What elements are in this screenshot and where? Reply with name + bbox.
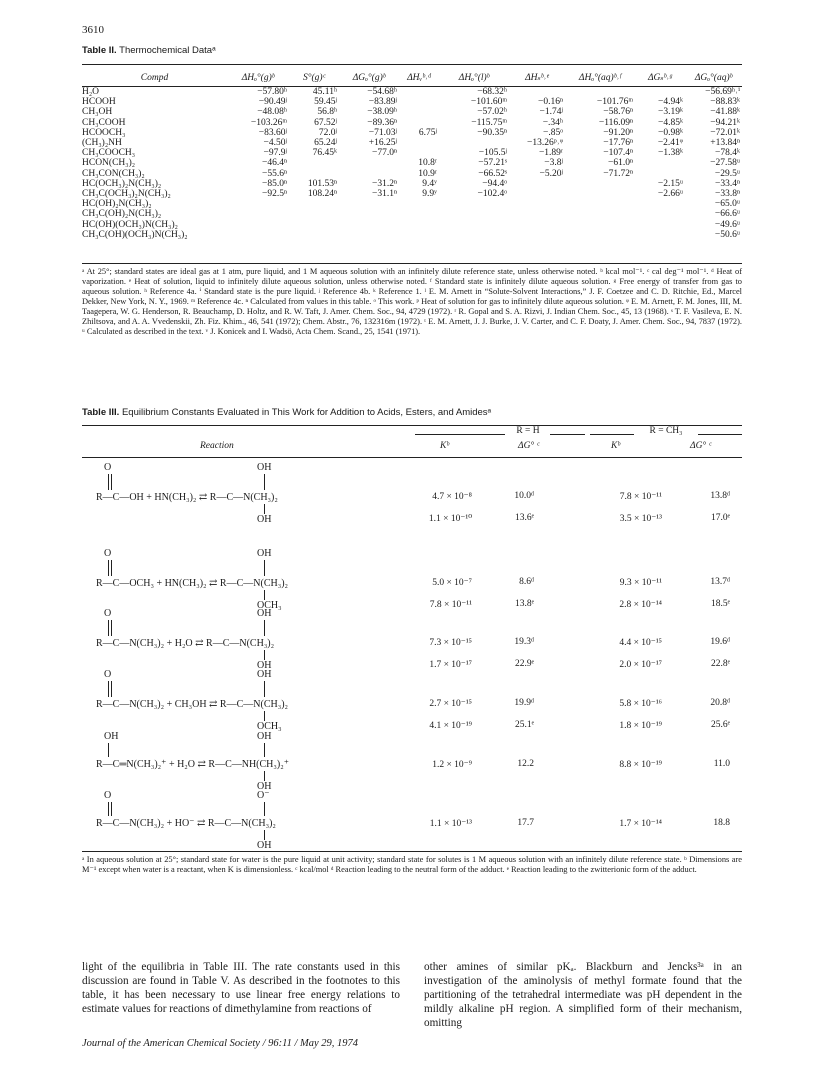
table2-cell: +16.25ʲ	[368, 138, 397, 149]
reaction-equation: R—C—OH + HN(CH₃)₂ ⇄ R—C—N(CH₃)₂	[96, 492, 278, 503]
col-k-m: Kᵇ	[611, 441, 620, 451]
k-value-r-h: 1.7 × 10⁻¹⁷	[429, 660, 472, 670]
dg-value-r-h: 10.0ᵈ	[514, 491, 534, 501]
table2-cell	[339, 199, 399, 209]
compound-name: H₂O	[82, 87, 100, 97]
table2-cell	[399, 230, 439, 240]
table2-cell: 65.24ʲ	[314, 138, 337, 149]
table2-cell	[399, 87, 439, 97]
reaction-equation: R—C—OCH₃ + HN(CH₃)₂ ⇄ R—C—N(CH₃)₂	[96, 578, 289, 589]
dg-value-r-h: 8.6ᵈ	[519, 577, 534, 587]
table2-cell: +13.84ⁿ	[710, 138, 740, 149]
table2-cell: −4.50ʲ	[263, 138, 287, 149]
reactant-top-substituent: O	[104, 462, 112, 473]
k-value-r-h: 7.3 × 10⁻¹⁵	[429, 638, 472, 648]
table2-cell	[399, 107, 439, 117]
adduct-top-substituent: OH	[257, 669, 272, 680]
table2-cell: 72.0ʲ	[318, 127, 337, 138]
table2-cell: −65.0ᵘ	[714, 199, 740, 210]
table2-cell: 101.53ⁿ	[307, 178, 337, 189]
table2-cell: −97.9ʲ	[263, 148, 287, 159]
table2-cell: −2.66ᵘ	[657, 189, 683, 200]
table2-cell: −.85ᵒ	[543, 127, 563, 138]
table2-cell: −27.58ᵘ	[710, 158, 740, 169]
adduct-top-substituent: O⁻	[257, 790, 270, 801]
table2-cell	[227, 230, 289, 240]
table2-cell: −90.35ⁿ	[477, 127, 507, 138]
dg-value-r-ch3: 17.0ᵉ	[710, 513, 730, 523]
table2-cell: −49.6ᵘ	[714, 219, 740, 230]
table2-cell	[227, 209, 289, 219]
table2-cell	[509, 220, 565, 230]
table2-row	[82, 199, 742, 209]
table2-row	[82, 189, 742, 199]
table2-cell	[565, 87, 635, 97]
k-value-r-ch3: 7.8 × 10⁻¹¹	[619, 492, 662, 502]
k-value-r-h: 7.8 × 10⁻¹¹	[429, 600, 472, 610]
reactant-top-substituent: O	[104, 608, 112, 619]
table2-cell: −57.02ʰ	[477, 107, 507, 118]
adduct-bottom-substituent: OCH₃	[257, 721, 282, 732]
k-value-r-ch3: 4.4 × 10⁻¹⁵	[619, 638, 662, 648]
table2-cell: 9.9ʸ	[422, 189, 437, 200]
table2-cell: −68.32ʰ	[477, 87, 507, 97]
header-dhf-l: ΔHₒ°(l)ᵇ	[458, 72, 490, 83]
k-value-r-h: 1.1 × 10⁻¹⁰	[428, 514, 472, 524]
dg-value-r-h: 19.3ᵈ	[514, 637, 534, 647]
table2-cell: −91.20ⁿ	[603, 127, 633, 138]
dg-value-r-ch3: 22.8ᵉ	[710, 659, 730, 669]
journal-footer: Journal of the American Chemical Society / 96:11 / May 29, 1974	[82, 1038, 359, 1049]
compound-name: HC(OCH₃)₂N(CH₃)₂	[82, 178, 162, 189]
table2-cell: 76.45ᵏ	[312, 148, 337, 159]
compound-name: CH₃COOH	[82, 117, 126, 128]
compound-name: CH₃OH	[82, 107, 113, 118]
table2-cell	[635, 220, 685, 230]
table2-cell: −78.4ᵏ	[715, 148, 740, 159]
reactant-top-substituent: O	[104, 548, 112, 559]
table2-cell	[289, 199, 339, 209]
body-left-column: light of the equilibria in Table III. The rate constants used in this discussion are found in Table V. As described in the footnotes to this table, it has been necessary to use linear free energy relations to estimate values for reactions of dimethylamine from reactions of	[82, 961, 400, 1015]
table2-cell: −94.21ᵏ	[710, 117, 740, 128]
table3-head-rule	[82, 457, 742, 458]
table2-cell	[339, 220, 399, 230]
table2-cell	[439, 138, 509, 148]
adduct-bottom-bond	[264, 590, 265, 600]
table2-row	[82, 230, 742, 240]
table2-cell	[289, 209, 339, 219]
k-value-r-h: 4.1 × 10⁻¹⁹	[429, 721, 472, 731]
table2-row	[82, 169, 742, 179]
k-value-r-h: 2.7 × 10⁻¹⁵	[429, 699, 472, 709]
table2-cell: −90.49ʲ	[258, 97, 287, 108]
body-right-column: other amines of similar pKₐ. Blackburn and Jencks³ᵃ in an investigation of the aminolysis of methyl formate found that the partitioning of the tetrahedral intermediate was pH dependent in the mildly alkaline pH region. A simplified form of their mechanism, omitting	[424, 961, 742, 1029]
table2-cell: −116.09ⁿ	[598, 117, 633, 128]
table2-cell	[635, 230, 685, 240]
table2-cell: −88.83ᵏ	[710, 97, 740, 108]
reactant-bond	[108, 681, 112, 697]
group-rule-left-h	[415, 434, 505, 435]
table2-cell: −5.20ʲ	[539, 168, 563, 179]
table2-cell: −3.19ᵏ	[658, 107, 683, 118]
table2-cell	[635, 169, 685, 179]
table2-cell: −71.03ʲ	[368, 127, 397, 138]
table2-cell: −72.01ᵏ	[710, 127, 740, 138]
table2-row	[82, 97, 742, 107]
table3-bottom-rule	[82, 851, 742, 852]
table2-cell	[339, 169, 399, 179]
compound-name: (CH₃)₂NH	[82, 138, 122, 149]
table2-cell: −4.94ᵏ	[658, 97, 683, 108]
table2-row	[82, 118, 742, 128]
table2-cell	[565, 179, 635, 189]
header-dhf-g: ΔHₒ°(g)ᵇ	[241, 72, 275, 83]
dg-value-r-h: 17.7	[517, 818, 534, 828]
header-dhs: ΔHₛᵇ˒ᵉ	[525, 73, 549, 83]
table2-cell	[439, 230, 509, 240]
table2-cell	[439, 209, 509, 219]
table2-cell	[289, 220, 339, 230]
table2-cell	[399, 97, 439, 107]
adduct-top-bond	[264, 743, 265, 757]
table2-cell: −56.69ʰ˒ⁱ	[705, 87, 740, 97]
compound-name: CH₃C(OH)(OCH₃)N(CH₃)₂	[82, 229, 188, 240]
table2-cell	[509, 179, 565, 189]
adduct-bottom-substituent: OH	[257, 514, 272, 525]
col-k-h: Kᵇ	[440, 441, 449, 451]
k-value-r-ch3: 5.8 × 10⁻¹⁶	[619, 699, 662, 709]
table3-title: Equilibrium Constants Evaluated in This Work for Addition to Acids, Esters, and Amidesᵃ	[121, 407, 492, 418]
reaction-row	[82, 790, 742, 890]
table2-cell	[635, 199, 685, 209]
table2-cell	[635, 87, 685, 97]
dg-value-r-ch3: 25.6ᵉ	[710, 720, 730, 730]
table2-cell: −4.85ᵏ	[658, 117, 683, 128]
group-header-rch3: R = CH₃	[649, 426, 683, 436]
compound-name: HCON(CH₃)₂	[82, 158, 136, 169]
adduct-top-substituent: OH	[257, 548, 272, 559]
table2-cell	[289, 158, 339, 168]
header-compd: Compd	[140, 72, 169, 83]
reaction-equation: R—C—N(CH₃)₂ + HO⁻ ⇄ R—C—N(CH₃)₂	[96, 818, 276, 829]
adduct-top-bond	[264, 474, 265, 490]
table2-cell: −92.5ⁿ	[262, 189, 287, 200]
table2-cell: −46.4ⁿ	[262, 158, 287, 169]
k-value-r-ch3: 3.5 × 10⁻¹³	[619, 514, 662, 524]
adduct-top-substituent: OH	[257, 462, 272, 473]
compound-name: HC(OH)(OCH₃)N(CH₃)₂	[82, 219, 178, 230]
group-rule-left-m	[590, 434, 634, 435]
reactant-bond	[108, 560, 112, 576]
compound-name: HCOOH	[82, 97, 116, 108]
dg-value-r-ch3: 20.8ᵈ	[710, 698, 730, 708]
table2-cell: −107.4ⁿ	[603, 148, 633, 159]
table2-cell: −57.21ˢ	[478, 158, 507, 169]
header-dgs: ΔGₛᵇ˒ᵍ	[647, 73, 673, 83]
table2-cell: −71.72ⁿ	[603, 168, 633, 179]
table2-cell: −115.75ᵐ	[471, 117, 507, 128]
reactant-bond	[108, 802, 112, 816]
k-value-r-h: 1.1 × 10⁻¹³	[429, 819, 472, 829]
table2-cell: −2.15ᵘ	[657, 178, 683, 189]
header-dgf-g: ΔGₒ°(g)ᵇ	[352, 72, 386, 83]
table2-cell	[565, 199, 635, 209]
table2-header-row	[82, 68, 742, 87]
adduct-bottom-bond	[264, 771, 265, 781]
table2-cell	[227, 199, 289, 209]
reactant-top-substituent: O	[104, 669, 112, 680]
table2-cell	[509, 230, 565, 240]
table2-cell: −85.0ⁿ	[262, 178, 287, 189]
group-rule-right-m	[698, 434, 742, 435]
table2-cell: −89.36ⁿ	[367, 117, 397, 128]
table2-cell: −29.5ᵘ	[714, 168, 740, 179]
table2-cell: −0.16ⁿ	[538, 97, 563, 108]
header-dhv: ΔHᵥᵇ˒ᵈ	[407, 72, 431, 83]
reactant-bond	[108, 474, 112, 490]
table2-cell	[565, 230, 635, 240]
adduct-bottom-bond	[264, 711, 265, 721]
adduct-top-bond	[264, 560, 265, 576]
compound-name: CH₃C(OH)₂N(CH₃)₂	[82, 209, 162, 220]
table2-row	[82, 107, 742, 117]
adduct-bottom-substituent: OCH₃	[257, 600, 282, 611]
table2-cell: 10.9ʳ	[418, 168, 437, 179]
table2-cell: 45.11ʰ	[312, 87, 337, 97]
table2-cell	[509, 209, 565, 219]
k-value-r-h: 1.2 × 10⁻⁹	[432, 760, 472, 770]
table2-cell: −77.0ⁿ	[372, 148, 397, 159]
k-value-r-ch3: 2.0 × 10⁻¹⁷	[619, 660, 662, 670]
header-dgf-aq: ΔGₒ°(aq)ᵇ	[694, 72, 733, 83]
dg-value-r-ch3: 18.8	[713, 818, 730, 828]
table2-cell: −48.08ʰ	[257, 107, 287, 118]
table2-cell: −1.74ʲ	[539, 107, 563, 118]
reactant-top-substituent: OH	[104, 731, 119, 742]
adduct-bottom-substituent: OH	[257, 660, 272, 671]
header-dhf-aq: ΔHₒ°(aq)ᵇ˒ᶠ	[578, 72, 622, 83]
table2-cell: 108.24ⁿ	[307, 189, 337, 200]
table2-cell: −33.8ⁿ	[715, 189, 740, 200]
dg-value-r-h: 22.9ᵉ	[514, 659, 534, 669]
table2-cell: −101.60ᵐ	[470, 97, 507, 108]
table2-cell: 59.45ʲ	[314, 97, 337, 108]
reactant-bond	[108, 743, 109, 757]
dg-value-r-ch3: 18.5ᵉ	[710, 599, 730, 609]
compound-name: CH₃CON(CH₃)₂	[82, 168, 145, 179]
table2-cell	[399, 118, 439, 128]
table2-cell: −58.76ⁿ	[603, 107, 633, 118]
reactant-top-substituent: O	[104, 790, 112, 801]
table2-cell: −38.09ʰ	[367, 107, 397, 118]
table2-cell: −0.98ᵏ	[658, 127, 683, 138]
reactant-bond	[108, 620, 112, 636]
table2-cell: −54.68ʰ	[367, 87, 397, 97]
reaction-equation: R—C═N(CH₃)₂⁺ + H₂O ⇄ R—C—NH(CH₃)₂⁺	[96, 759, 289, 770]
table2-cell	[509, 87, 565, 97]
reaction-row	[82, 462, 742, 562]
table2-cell: 9.4ʸ	[422, 178, 437, 189]
table2-cell: 56.8ʰ	[317, 107, 337, 118]
table2-cell	[399, 220, 439, 230]
table2-cell: −31.2ⁿ	[372, 178, 397, 189]
dg-value-r-ch3: 11.0	[713, 759, 730, 769]
table2-row	[82, 220, 742, 230]
table2-cell	[635, 209, 685, 219]
dg-value-r-h: 13.8ᵉ	[514, 599, 534, 609]
table2-cell: 10.8ʳ	[418, 158, 437, 169]
table2-cell	[509, 189, 565, 199]
adduct-bottom-bond	[264, 650, 265, 660]
compound-name: CH₃COOCH₃	[82, 148, 136, 159]
header-s-g: S°(g)ᶜ	[302, 72, 326, 83]
table2-cell	[339, 158, 399, 168]
table2-cell: −13.26ᵖ˒ᵠ	[526, 138, 563, 149]
table2-cell: −31.1ⁿ	[372, 189, 397, 200]
table2-cell: −101.76ᵐ	[596, 97, 633, 108]
dg-value-r-h: 13.6ᵉ	[514, 513, 534, 523]
table3-footnotes: ᵃ In aqueous solution at 25°; standard state for water is the pure liquid at unit activity; standard state for solutes is 1 M aqueous solution with an infinitely dilute reference state. ᵇ Dimensions are M⁻¹ except when water is a reactant, when K is dimensionless. ᶜ kcal/mol ᵈ Reaction leading to the neutral form of the adduct. ᵉ Reaction leading to the zwitterionic form of the adduct.	[82, 855, 742, 874]
table2-cell	[565, 220, 635, 230]
table2-cell: −41.88ᵏ	[710, 107, 740, 118]
dg-value-r-h: 12.2	[517, 759, 534, 769]
table2-cell: −83.60ʲ	[258, 127, 287, 138]
table2-title: Thermochemical Dataᵃ	[119, 45, 216, 56]
table2-cell	[565, 189, 635, 199]
table2-row	[82, 128, 742, 138]
table2-cell: −2.41ᵠ	[657, 138, 683, 149]
compound-name: CH₃C(OCH₃)₂N(CH₃)₂	[82, 189, 171, 200]
k-value-r-ch3: 2.8 × 10⁻¹⁴	[619, 600, 662, 610]
col-reaction: Reaction	[200, 441, 234, 451]
table2-cell: −1.38ᵏ	[658, 148, 683, 159]
col-dg-h: ΔG° ᶜ	[518, 441, 540, 451]
table2-cell: −94.4ᵒ	[482, 178, 507, 189]
adduct-bottom-bond	[264, 504, 265, 514]
table2-cell	[399, 209, 439, 219]
table2-footnotes: ᵃ At 25°; standard states are ideal gas at 1 atm, pure liquid, and 1 M aqueous solution with an infinitely dilute reference state, unless otherwise noted. ᵇ kcal mol⁻¹. ᶜ cal deg⁻¹ mol⁻¹. ᵈ Heat of vaporization. ᵉ Heat of solution, liquid to infinitely dilute aqueous solution, unless otherwise noted. ᶠ Standard state is infinitely dilute aqueous solution. ᵍ Free energy of transfer from gas to aqueous solution. ʰ Reference 4a. ⁱ Standard state is the pure liquid. ʲ Reference 4b. ᵏ Reference 1. ˡ E. M. Arnett in “Solute-Solvent Interactions,” J. F. Coetzee and C. D. Ritchie, Ed., Marcel Dekker, New York, N. Y., 1969. ᵐ Reference 4c. ⁿ Calculated from values in this table. ᵒ This work. ᵖ Heat of solution for gas to infinitely dilute aqueous solution. ᵠ E. M. Arnett, F. M. Jones, III, M. Taagepera, W. G. Henderson, R. Beauchamp, D. Holtz, and R. W. Taft, J. Amer. Chem. Soc., 94, 4729 (1972). ʳ R. Gopal and S. A. Rizvi, J. Indian Chem. Soc., 45, 13 (1968). ˢ T. F. Vasileva, E. N. Zhiltsova, and A. A. Vvedenskii, Zh. Fiz. Khim., 46, 541 (1972); Chem. Abstr., 76, 132316m (1972). ᵗ E. M. Arnett, J. J. Burke, J. V. Carter, and C. F. Doaty, J. Amer. Chem. Soc., 94, 7837 (1972). ᵘ Calculated as described in the text. ᵛ J. Konicek and I. Wadsö, Acta Chem. Scand., 25, 1541 (1971).	[82, 267, 742, 336]
adduct-bottom-bond	[264, 830, 265, 840]
table2-cell: −17.76ⁿ	[603, 138, 633, 149]
table2-cell	[399, 138, 439, 148]
table2-cell: −33.4ⁿ	[715, 178, 740, 189]
table2-cell	[399, 148, 439, 158]
table2-row	[82, 158, 742, 168]
k-value-r-h: 5.0 × 10⁻⁷	[432, 578, 472, 588]
table2-row	[82, 87, 742, 97]
table2-row	[82, 138, 742, 148]
table2-cell: −102.4ᵒ	[477, 189, 507, 200]
col-dg-m: ΔG° ᶜ	[690, 441, 712, 451]
table2-cell: −83.89ʲ	[368, 97, 397, 108]
table2-row	[82, 179, 742, 189]
table2-cell: −66.52ˢ	[478, 168, 507, 179]
group-rule-right-h	[550, 434, 585, 435]
table2-cell: −1.89ʳ	[538, 148, 563, 159]
table2-cell	[227, 220, 289, 230]
table2-cell	[509, 199, 565, 209]
dg-value-r-ch3: 13.7ᵈ	[710, 577, 730, 587]
table2-cell: −3.8ʲ	[544, 158, 563, 169]
table2-cell: −103.26ᵐ	[250, 117, 287, 128]
table2-cell: −.34ʰ	[542, 117, 563, 128]
table2-cell	[339, 209, 399, 219]
dg-value-r-h: 19.9ᵈ	[514, 698, 534, 708]
dg-value-r-h: 25.1ᵉ	[514, 720, 534, 730]
table2-cell: −66.6ᵘ	[714, 209, 740, 220]
table2-cell: −61.0ⁿ	[608, 158, 633, 169]
table2-row	[82, 209, 742, 219]
adduct-bottom-substituent: OH	[257, 840, 272, 851]
table2-cell: 6.75ʲ	[418, 127, 437, 138]
compound-name: HCOOCH₃	[82, 127, 126, 138]
adduct-top-substituent: OH	[257, 608, 272, 619]
table2-cell	[399, 199, 439, 209]
table3-caption	[82, 407, 491, 418]
table2	[82, 68, 742, 240]
adduct-top-bond	[264, 620, 265, 636]
adduct-top-substituent: OH	[257, 731, 272, 742]
k-value-r-ch3: 1.7 × 10⁻¹⁴	[619, 819, 662, 829]
adduct-top-bond	[264, 681, 265, 697]
table2-caption	[82, 45, 216, 56]
table2-cell	[565, 209, 635, 219]
dg-value-r-ch3: 19.6ᵈ	[710, 637, 730, 647]
group-header-rh: R = H	[516, 426, 540, 436]
table2-cell	[289, 169, 339, 179]
page-number: 3610	[82, 24, 104, 36]
table2-cell: −55.6ⁿ	[262, 168, 287, 179]
table2-row	[82, 148, 742, 158]
table2-cell	[439, 220, 509, 230]
adduct-top-bond	[264, 802, 265, 816]
table2-cell: −57.80ʰ	[257, 87, 287, 97]
table2-cell	[339, 230, 399, 240]
dg-value-r-ch3: 13.8ᵈ	[710, 491, 730, 501]
table2-cell: −50.6ᵘ	[714, 229, 740, 240]
k-value-r-ch3: 9.3 × 10⁻¹¹	[619, 578, 662, 588]
table2-cell: 67.52ʲ	[314, 117, 337, 128]
reaction-equation: R—C—N(CH₃)₂ + H₂O ⇄ R—C—N(CH₃)₂	[96, 638, 275, 649]
k-value-r-ch3: 1.8 × 10⁻¹⁹	[619, 721, 662, 731]
reaction-equation: R—C—N(CH₃)₂ + CH₃OH ⇄ R—C—N(CH₃)₂	[96, 699, 289, 710]
table3-label: Table III.	[82, 407, 120, 418]
k-value-r-ch3: 8.8 × 10⁻¹⁹	[619, 760, 662, 770]
table2-bottom-rule	[82, 263, 742, 264]
table2-cell	[289, 230, 339, 240]
table2-top-rule	[82, 64, 742, 65]
compound-name: HC(OH)₂N(CH₃)₂	[82, 199, 152, 210]
k-value-r-h: 4.7 × 10⁻⁸	[432, 492, 472, 502]
table2-cell	[635, 158, 685, 168]
table2-cell	[439, 199, 509, 209]
adduct-bottom-substituent: OH	[257, 781, 272, 792]
table2-cell: −105.5ʲ	[478, 148, 507, 159]
table2-label: Table II.	[82, 45, 117, 56]
